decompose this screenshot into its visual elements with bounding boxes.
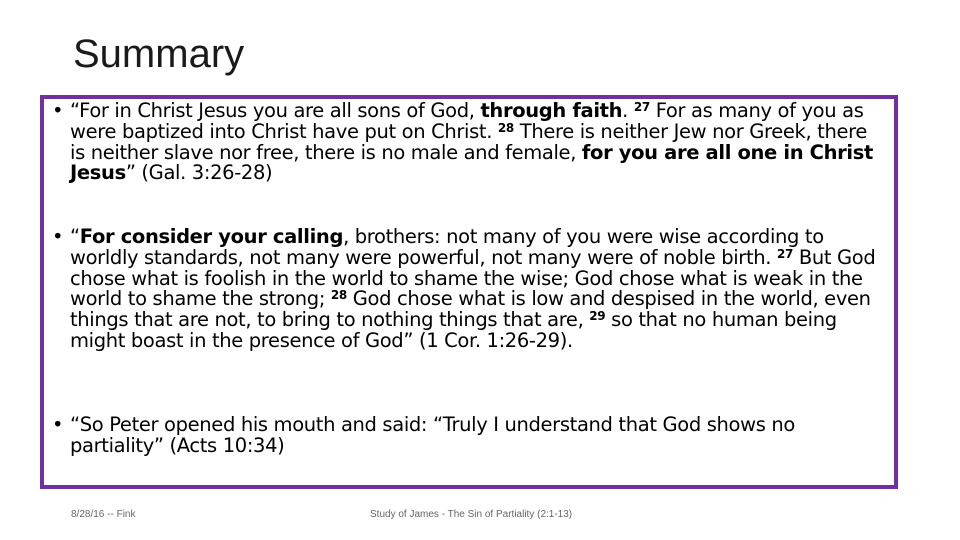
verse-number: 27 [776,246,793,261]
verse-text: ” (Gal. 3:26-28) [125,161,273,185]
verse-number: 28 [330,288,347,303]
bullet-marker-icon: • [52,225,64,248]
verse-text: . [622,99,634,122]
bullet-marker-icon: • [52,413,64,436]
verse-text: “ [70,225,80,248]
emphasis-text: for you are all one in Christ Jesus [70,140,873,185]
bullet-text [70,415,882,457]
verse-number: 29 [589,309,606,324]
slide-title: Summary [73,32,245,76]
footer-title: Study of James - The Sin of Partiality (2:1-13) [370,509,573,520]
verse-text: so that no human being might boast in the presence of God” (1 Cor. 1:26-29). [70,308,837,352]
verse-number: 28 [497,120,514,135]
emphasis-text: For consider your calling [79,225,344,248]
footer-date: 8/28/16 -- Fink [71,509,136,520]
bullet-item-acts [52,415,882,457]
verse-text: , brothers: not many of you were wise according to worldly standards, not many were powerful, not many were of noble birth. [70,225,824,269]
verse-text: God chose what is low and despised in the world, even things that are not, to bring to nothing things that are, [70,287,871,332]
emphasis-text: through faith [480,99,623,122]
bullet-item-corinthians [52,227,882,352]
bullet-text [70,227,882,352]
verse-text: But God chose what is foolish in the world to shame the wise; God chose what is weak in the world to shame the strong; [70,245,876,311]
verse-number: 27 [633,100,650,114]
verse-text: “So Peter opened his mouth and said: “Truly I understand that God shows no partiality” (Acts 10:34) [70,413,795,457]
bullet-item-galatians [52,101,882,184]
bullet-text [70,101,882,184]
verse-text: “For in Christ Jesus you are all sons of God, [70,99,481,122]
verse-text: There is neither Jew nor Greek, there is neither slave nor free, there is no male and female, [70,119,867,164]
bullet-marker-icon: • [52,99,64,122]
verse-text: For as many of you as were baptized into Christ have put on Christ. [70,99,864,143]
